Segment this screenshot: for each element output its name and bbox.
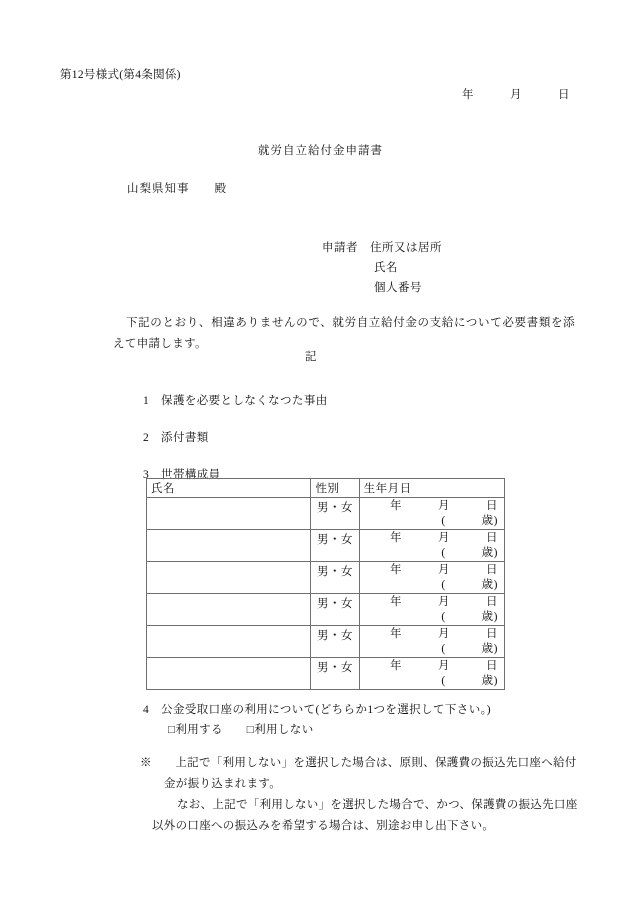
- item-4-public-account: 4 公金受取口座の利用について(どちらか1つを選択して下さい。): [143, 704, 491, 716]
- cell-sex[interactable]: 男・女: [311, 498, 359, 530]
- note-line-2: 金が振り込まれます。: [164, 778, 282, 790]
- cell-sex[interactable]: 男・女: [311, 626, 359, 658]
- birth-age-line: ( 歳): [441, 611, 498, 623]
- cell-birthdate[interactable]: [359, 626, 504, 658]
- birth-age-line: ( 歳): [441, 675, 498, 687]
- cell-birthdate[interactable]: [359, 594, 504, 626]
- note-line-1: ※ 上記で「利用しない」を選択した場合は、原則、保護費の振込先口座へ給付: [140, 757, 577, 769]
- birth-date-line: 年 月 日: [390, 596, 498, 608]
- cell-sex[interactable]: 男・女: [311, 562, 359, 594]
- date-line: 年 月 日: [462, 89, 570, 101]
- applicant-my-number-label: 個人番号: [374, 282, 422, 294]
- applicant-name-label: 氏名: [374, 262, 398, 274]
- cell-name[interactable]: [147, 594, 311, 626]
- birth-date-line: 年 月 日: [390, 564, 498, 576]
- item-3-household-members: 3 世帯構成員: [143, 469, 221, 481]
- table-row: [147, 562, 505, 594]
- birth-age-line: ( 歳): [441, 547, 498, 559]
- cell-birthdate[interactable]: [359, 530, 504, 562]
- note-line-3: なお、上記で「利用しない」を選択した場合で、かつ、保護費の振込先口座: [177, 799, 578, 811]
- addressee-line: 山梨県知事 殿: [127, 183, 227, 195]
- applicant-block: [322, 238, 442, 298]
- table-row: [147, 530, 505, 562]
- item-2-attachments: 2 添付書類: [143, 432, 209, 444]
- birth-date-line: 年 月 日: [390, 500, 498, 512]
- applicant-address-label: 申請者 住所又は居所: [322, 242, 442, 254]
- document-title: 就労自立給付金申請書: [258, 145, 383, 157]
- birth-date-line: 年 月 日: [390, 628, 498, 640]
- birth-age-line: ( 歳): [441, 643, 498, 655]
- birth-date-line: 年 月 日: [390, 532, 498, 544]
- header-name: 氏名: [147, 479, 311, 498]
- item-4-checkbox-options[interactable]: □利用する □利用しない: [168, 724, 314, 736]
- ki-mark: 記: [305, 351, 317, 363]
- cell-name[interactable]: [147, 498, 311, 530]
- table-row: [147, 626, 505, 658]
- table-row: [147, 594, 505, 626]
- birth-date-line: 年 月 日: [390, 660, 498, 672]
- note-line-4: 以外の口座への振込みを希望する場合は、別途お申し出下さい。: [152, 820, 495, 832]
- cell-name[interactable]: [147, 626, 311, 658]
- birth-age-line: ( 歳): [441, 579, 498, 591]
- cell-sex[interactable]: 男・女: [311, 594, 359, 626]
- cell-birthdate[interactable]: [359, 562, 504, 594]
- item-1-reason: 1 保護を必要としなくなつた事由: [143, 395, 328, 407]
- notes-block: [140, 753, 580, 837]
- table-row: [147, 658, 505, 690]
- cell-name[interactable]: [147, 530, 311, 562]
- household-members-table: [146, 478, 505, 690]
- cell-sex[interactable]: 男・女: [311, 658, 359, 690]
- body-paragraph: 下記のとおり、相違ありませんので、就労自立給付金の支給について必要書類を添えて申請します。: [113, 317, 575, 350]
- header-birthdate: 生年月日: [359, 479, 504, 498]
- birth-age-line: ( 歳): [441, 515, 498, 527]
- cell-sex[interactable]: 男・女: [311, 530, 359, 562]
- table-header-row: [147, 479, 505, 498]
- form-number: 第12号様式(第4条関係): [60, 69, 181, 81]
- header-sex: 性別: [311, 479, 359, 498]
- cell-name[interactable]: [147, 562, 311, 594]
- table-row: [147, 498, 505, 530]
- cell-birthdate[interactable]: [359, 498, 504, 530]
- cell-name[interactable]: [147, 658, 311, 690]
- cell-birthdate[interactable]: [359, 658, 504, 690]
